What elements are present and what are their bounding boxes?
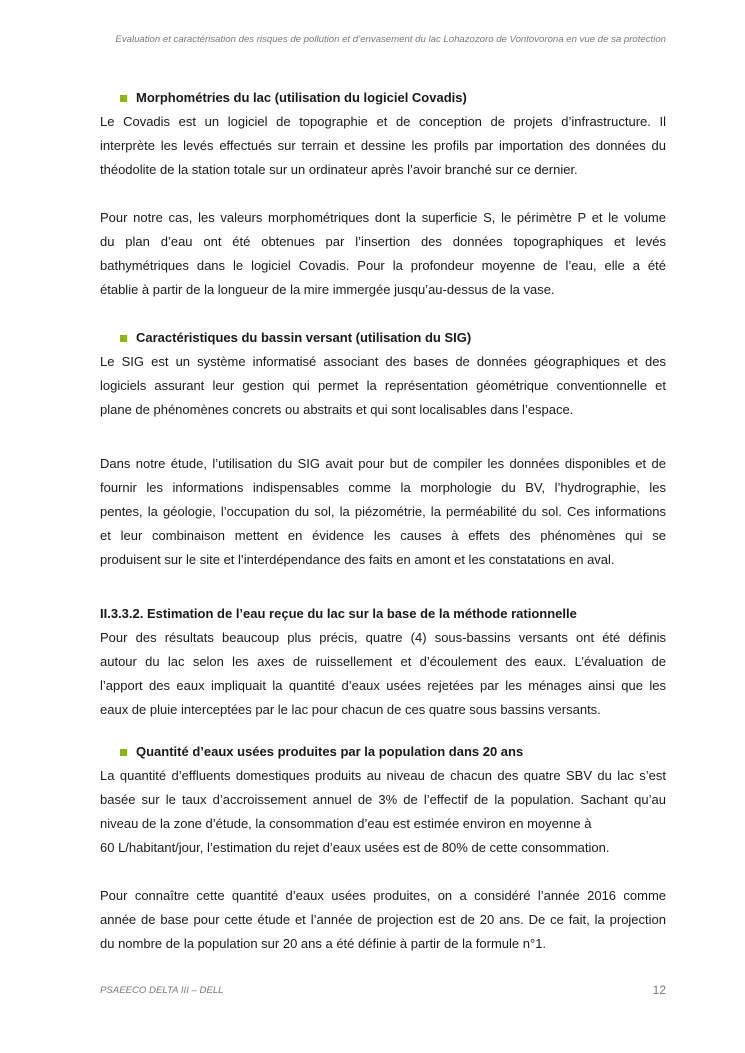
heading-bassin-versant bbox=[120, 326, 666, 350]
footer-organization: PSAEECO DELTA III – DELL bbox=[100, 985, 224, 996]
paragraph-projection bbox=[100, 884, 666, 956]
text-line: Dans notre étude, l’utilisation du SIG avait pour but de compiler les données disponibles et de bbox=[100, 456, 666, 471]
text-line: Pour des résultats beaucoup plus précis, quatre (4) sous-bassins versants ont été définis bbox=[100, 630, 666, 645]
text-line: produisent sur le site et l’interdépendance des faits en amont et les constatations en aval. bbox=[100, 552, 615, 567]
heading-text: Quantité d’eaux usées produites par la population dans 20 ans bbox=[136, 744, 524, 759]
text-line: niveau de la zone d’étude, la consommation d’eau est estimée environ en moyenne à bbox=[100, 816, 592, 831]
text-line: théodolite de la station totale sur un ordinateur après l’avoir branché sur ce dernier. bbox=[100, 162, 578, 177]
text-line: bathymétriques dans le logiciel Covadis. Pour la profondeur moyenne de l’eau, elle a été bbox=[100, 258, 666, 273]
running-header: Evaluation et caractérisation des risques de pollution et d’envasement du lac Lohazozoro de Vontovorona en vue de sa protection bbox=[115, 34, 666, 45]
text-line: et leur combinaison mettent en évidence les causes à effets des phénomènes qui se bbox=[100, 528, 666, 543]
page-number: 12 bbox=[652, 983, 666, 997]
bullet-square-icon bbox=[120, 95, 127, 102]
paragraph-covadis bbox=[100, 110, 666, 182]
paragraph-sous-bassins bbox=[100, 626, 666, 722]
text-line: Pour notre cas, les valeurs morphométriques dont la superficie S, le périmètre P et le volume bbox=[100, 210, 666, 225]
heading-quantite-eaux-usees bbox=[120, 740, 666, 764]
text-line: Le SIG est un système informatisé associant des bases de données géographiques et des bbox=[100, 354, 666, 369]
text-line: logiciels assurant leur gestion qui permet la représentation géométrique conventionnelle et bbox=[100, 378, 666, 393]
text-line: du nombre de la population sur 20 ans a été définie à partir de la formule n°1. bbox=[100, 936, 547, 951]
text-line: fournir les informations indispensables comme la morphologie du BV, l’hydrographie, les bbox=[100, 480, 666, 495]
text-line: interprète les levés effectués sur terrain et dessine les profils par importation des données du bbox=[100, 138, 666, 153]
text-line: 60 L/habitant/jour, l’estimation du rejet d’eaux usées est de 80% de cette consommation. bbox=[100, 840, 610, 855]
page-content bbox=[100, 86, 666, 956]
heading-text: Morphométries du lac (utilisation du logiciel Covadis) bbox=[136, 90, 467, 105]
bullet-square-icon bbox=[120, 749, 127, 756]
text-line: l’apport des eaux impliquait la quantité d’eaux usées rejetées par les ménages ainsi que les bbox=[100, 678, 666, 693]
text-line: du plan d’eau ont été obtenues par l’insertion des données topographiques et levés bbox=[100, 234, 666, 249]
text-line: année de base pour cette étude et l’année de projection est de 20 ans. De ce fait, la projection bbox=[100, 912, 666, 927]
text-line: établie à partir de la longueur de la mire immergée jusqu’au-dessus de la vase. bbox=[100, 282, 555, 297]
text-line: autour du lac selon les axes de ruissellement et d’écoulement des eaux. L’évaluation de bbox=[100, 654, 666, 669]
text-line: plane de phénomènes concrets ou abstraits et qui sont localisables dans l’espace. bbox=[100, 402, 574, 417]
text-line: basée sur le taux d’accroissement annuel de 3% de l’effectif de la population. Sachant qu’au bbox=[100, 792, 666, 807]
paragraph-sig-definition bbox=[100, 350, 666, 422]
paragraph-effluents bbox=[100, 764, 666, 860]
heading-text: Caractéristiques du bassin versant (utilisation du SIG) bbox=[136, 330, 472, 345]
text-line: Pour connaître cette quantité d’eaux usées produites, on a considéré l’année 2016 comme bbox=[100, 888, 666, 903]
paragraph-sig-usage bbox=[100, 452, 666, 572]
paragraph-morpho-values bbox=[100, 206, 666, 302]
bullet-square-icon bbox=[120, 335, 127, 342]
text-line: pentes, la géologie, l’occupation du sol, la piézométrie, la perméabilité du sol. Ces informations bbox=[100, 504, 666, 519]
text-line: Le Covadis est un logiciel de topographie et de conception de projets d’infrastructure. Il bbox=[100, 114, 666, 129]
text-line: La quantité d’effluents domestiques produits au niveau de chacun des quatre SBV du lac s’est bbox=[100, 768, 666, 783]
heading-morphometries bbox=[120, 86, 666, 110]
heading-estimation: II.3.3.2. Estimation de l’eau reçue du lac sur la base de la méthode rationnelle bbox=[100, 606, 577, 621]
text-line: eaux de pluie interceptées par le lac pour chacun de ces quatre sous bassins versants. bbox=[100, 702, 601, 717]
